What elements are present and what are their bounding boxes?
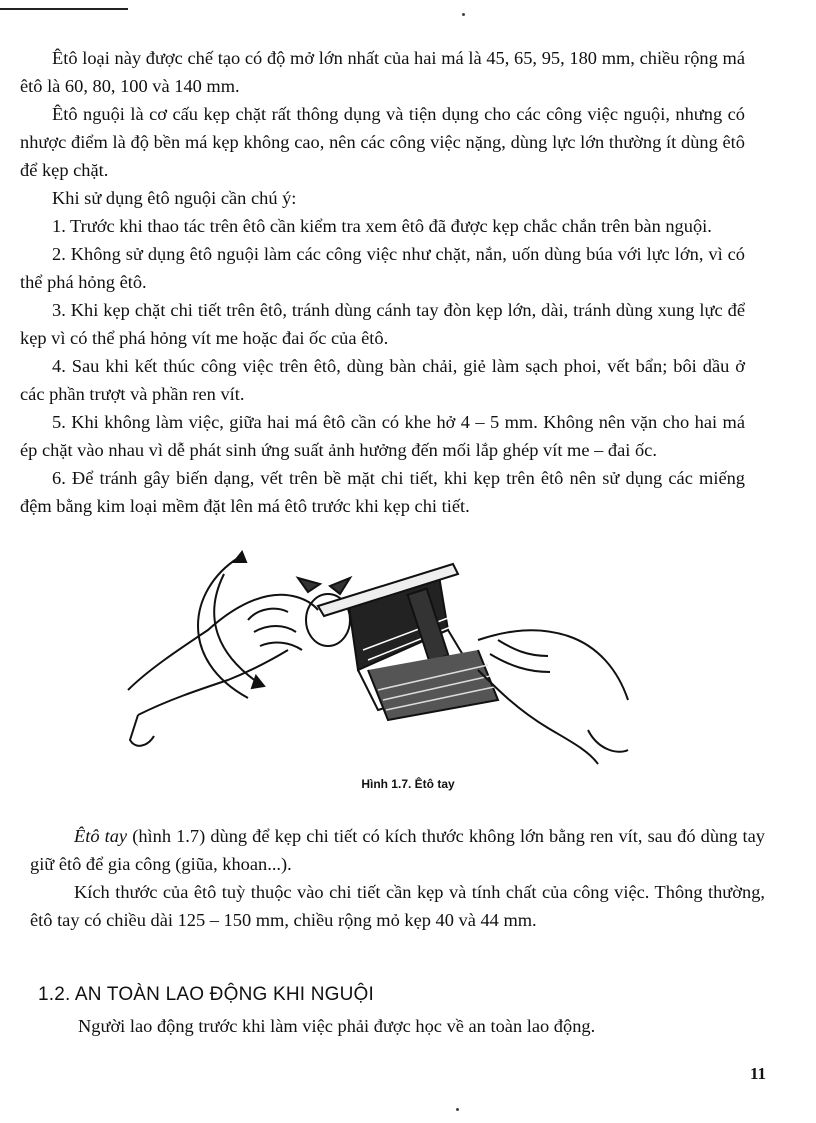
left-hand [128,595,318,690]
paragraph: Êtô nguội là cơ cấu kẹp chặt rất thông dụng và tiện dụng cho các công việc nguội, nhưng có nhược điểm là độ bền má kẹp không cao, nên các công việc nặng, dùng lực lớn thường ít dùng êtô để kẹp chặt. [20,104,745,180]
list-item: 1. Trước khi thao tác trên êtô cần kiểm tra xem êtô đã được kẹp chắc chắn trên bàn nguội. [52,216,712,236]
list-item: 5. Khi không làm việc, giữa hai má êtô cần có khe hở 4 – 5 mm. Không nên vặn cho hai má ép chặt vào nhau vì dễ phát sinh ứng suất ảnh hưởng đến mối lắp ghép vít me – đai ốc. [20,412,745,460]
term-hand-vise: Êtô tay [74,826,128,846]
scan-speck [462,13,465,16]
list-item: 3. Khi kẹp chặt chi tiết trên êtô, tránh dùng cánh tay đòn kẹp lớn, dài, tránh dùng xung lực để kẹp vì có thể phá hỏng vít me hoặc đai ốc của êtô. [20,300,745,348]
paragraph: Khi sử dụng êtô nguội cần chú ý: [52,188,297,208]
body-text-continued [30,822,765,934]
list-item: 4. Sau khi kết thúc công việc trên êtô, dùng bàn chải, giẻ làm sạch phoi, vết bẩn; bôi dầu ở các phần trượt và phần ren vít. [20,356,745,404]
rotation-arrow-icon [198,558,248,698]
page-number: 11 [749,1064,766,1083]
paragraph: Kích thước của êtô tuỳ thuộc vào chi tiết cần kẹp và tính chất của công việc. Thông thường, êtô tay có chiều dài 125 – 150 mm, chiều rộng mỏ kẹp 40 và 44 mm. [30,882,765,930]
paragraph [30,822,765,878]
paragraph-rest: (hình 1.7) dùng để kẹp chi tiết có kích thước không lớn bằng ren vít, sau đó dùng tay giữ êtô để gia công (giũa, khoan...). [30,826,765,874]
hand-vise-illustration [118,550,638,770]
section-paragraph: Người lao động trước khi làm việc phải được học về an toàn lao động. [78,1016,596,1036]
figure-caption: Hình 1.7. Êtô tay [361,777,455,791]
list-item: 6. Để tránh gây biến dạng, vết trên bề mặt chi tiết, khi kẹp trên êtô nên sử dụng các miếng đệm bằng kim loại mềm đặt lên má êtô trước khi kẹp chi tiết. [20,468,745,516]
section-heading: 1.2. AN TOÀN LAO ĐỘNG KHI NGUỘI [38,984,374,1005]
list-item: 2. Không sử dụng êtô nguội làm các công việc như chặt, nắn, uốn dùng búa với lực lớn, vì có thể phá hỏng êtô. [20,244,745,292]
top-rule [0,8,128,10]
scan-speck [456,1108,459,1111]
body-text [20,44,745,520]
paragraph: Êtô loại này được chế tạo có độ mở lớn nhất của hai má là 45, 65, 95, 180 mm, chiều rộng má êtô là 60, 80, 100 và 140 mm. [20,48,745,96]
